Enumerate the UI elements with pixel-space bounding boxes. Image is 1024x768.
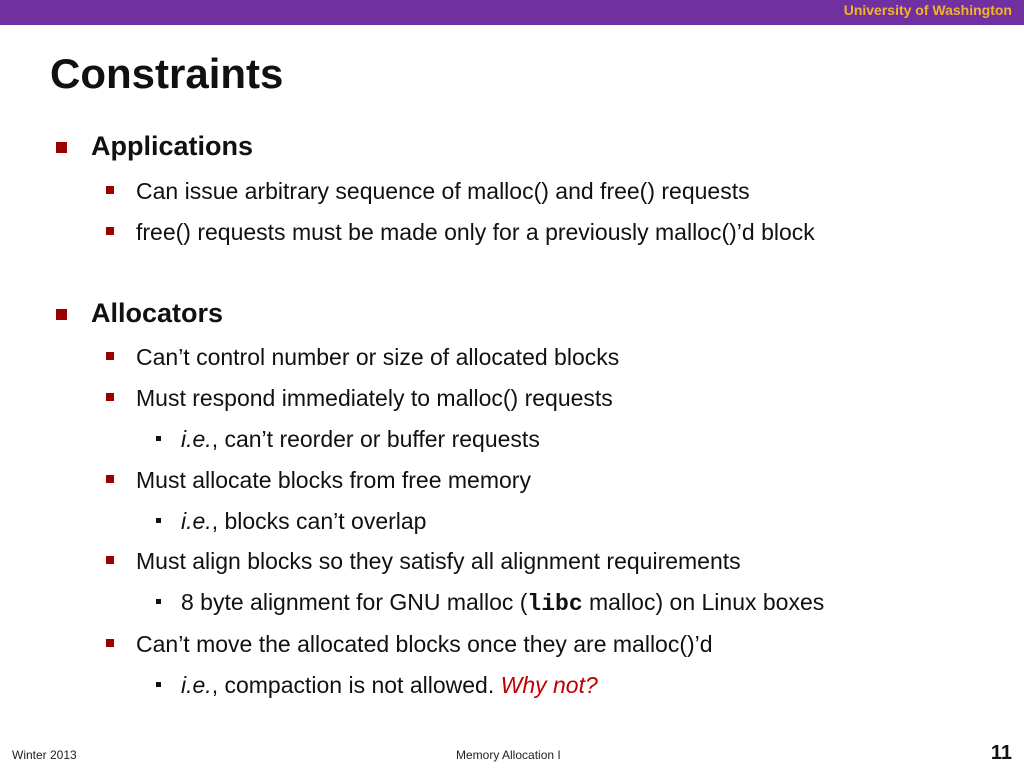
ie-abbreviation: i.e. (181, 426, 212, 452)
page-number: 11 (990, 742, 1012, 764)
list-item-text: Can issue arbitrary sequence of malloc() and free() requests (136, 178, 750, 204)
sub-list-item-rest: , blocks can’t overlap (211, 508, 427, 534)
sub-list-item-text (181, 508, 426, 535)
list-item-text: Must align blocks so they satisfy all alignment requirements (136, 548, 741, 574)
header-bar (0, 0, 1024, 25)
footer-term: Winter 2013 (12, 748, 77, 762)
list-item-text: Must respond immediately to malloc() requests (136, 385, 613, 411)
bullet-small-square-icon (156, 518, 161, 523)
footer-lecture-title: Memory Allocation I (456, 748, 561, 762)
emphasis-text: Why not? (500, 672, 598, 698)
bullet-small-square-icon (156, 682, 161, 687)
list-item-text: Can’t move the allocated blocks once they are malloc()’d (136, 631, 713, 657)
slide-title: Constraints (50, 50, 284, 97)
bullet-square-icon (56, 142, 67, 153)
sub-list-item-text (181, 589, 824, 617)
list-item-text: free() requests must be made only for a previously malloc()’d block (136, 219, 815, 245)
sub-list-item-pre: 8 byte alignment for GNU malloc ( (181, 589, 528, 615)
section-heading: Allocators (91, 298, 224, 328)
bullet-small-square-icon (156, 599, 161, 604)
bullet-square-icon (106, 393, 114, 401)
bullet-square-icon (106, 639, 114, 647)
ie-abbreviation: i.e. (181, 508, 212, 534)
sub-list-item-text (181, 426, 540, 453)
ie-abbreviation: i.e. (181, 672, 212, 698)
section-heading: Applications (91, 131, 254, 161)
bullet-square-icon (106, 556, 114, 564)
sub-list-item-rest: , compaction is not allowed. (211, 672, 501, 698)
list-item-text: Must allocate blocks from free memory (136, 467, 531, 493)
bullet-square-icon (56, 309, 67, 320)
bullet-small-square-icon (156, 436, 161, 441)
sub-list-item-post: malloc) on Linux boxes (582, 589, 825, 615)
sub-list-item-rest: , can’t reorder or buffer requests (211, 426, 540, 452)
code-libc: libc (527, 591, 583, 617)
bullet-square-icon (106, 475, 114, 483)
sub-list-item-text (181, 672, 598, 699)
organization-label: University of Washington (843, 2, 1012, 18)
bullet-square-icon (106, 352, 114, 360)
bullet-square-icon (106, 227, 114, 235)
bullet-square-icon (106, 186, 114, 194)
list-item-text: Can’t control number or size of allocated blocks (136, 344, 620, 370)
